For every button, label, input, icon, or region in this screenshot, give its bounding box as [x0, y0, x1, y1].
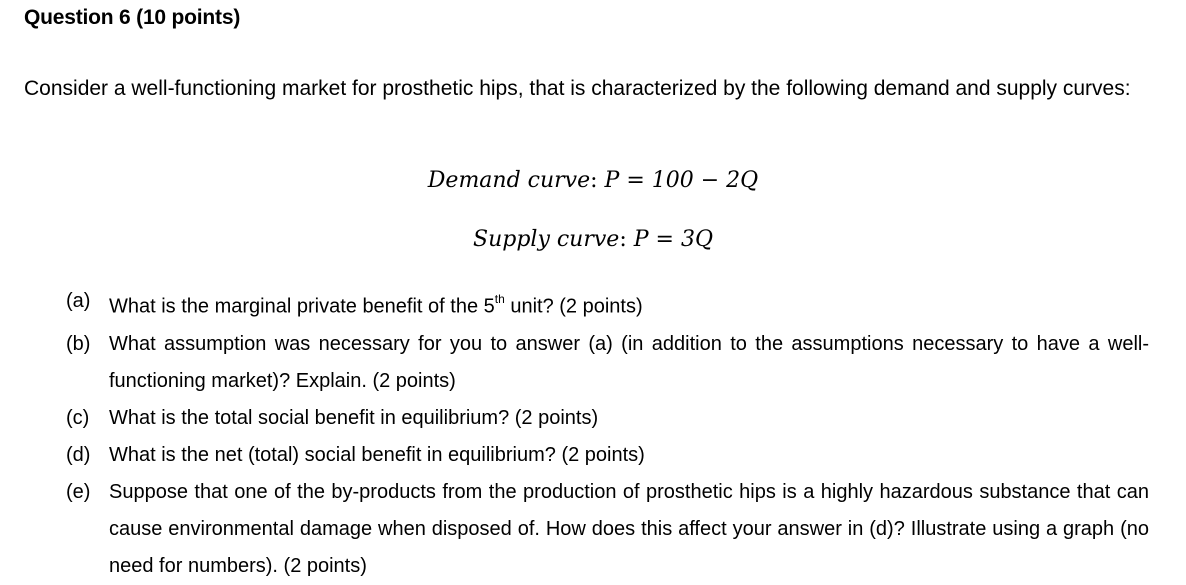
question-label: (b) — [66, 332, 91, 355]
question-text: What assumption was necessary for you to answer (a) (in addition to the assumptions necessary to have a well-functioning market)? Explain. (2 points) — [109, 332, 1149, 392]
question-b — [0, 326, 1149, 400]
ordinal-superscript: th — [494, 292, 505, 306]
question-title: Question 6 (10 points) — [24, 6, 241, 29]
question-c — [0, 400, 1149, 437]
question-text: What is the total social benefit in equilibrium? (2 points) — [109, 406, 599, 429]
intro-paragraph: Consider a well-functioning market for prosthetic hips, that is characterized by the following demand and supply curves: — [24, 77, 1131, 100]
question-list — [0, 283, 1186, 585]
question-text: What is the marginal private benefit of the 5 — [109, 295, 495, 318]
supply-equation-label: Supply curve — [473, 227, 620, 252]
question-label: (c) — [66, 406, 90, 429]
question-text: Suppose that one of the by-products from the production of prosthetic hips is a highly hazardous substance that can cause environmental damage when disposed of. How does this affect your answer in (d)? Illustrate using a graph (no need for numbers). (2 points) — [109, 480, 1149, 577]
question-label: (d) — [66, 443, 91, 466]
demand-equation-expr: P = 100 − 2Q — [604, 168, 759, 193]
question-text: What is the net (total) social benefit in equilibrium? (2 points) — [109, 443, 645, 466]
supply-equation-expr: P = 3Q — [633, 227, 713, 252]
question-label: (a) — [66, 290, 91, 312]
question-label: (e) — [66, 480, 91, 503]
question-a — [0, 283, 1149, 326]
question-e — [0, 474, 1149, 585]
question-d — [0, 437, 1149, 474]
demand-equation-label: Demand curve — [427, 168, 591, 193]
demand-equation: Demand curve: P = 100 − 2Q — [427, 168, 759, 193]
supply-equation: Supply curve: P = 3Q — [473, 227, 713, 252]
question-text-tail: unit? (2 points) — [504, 295, 643, 318]
